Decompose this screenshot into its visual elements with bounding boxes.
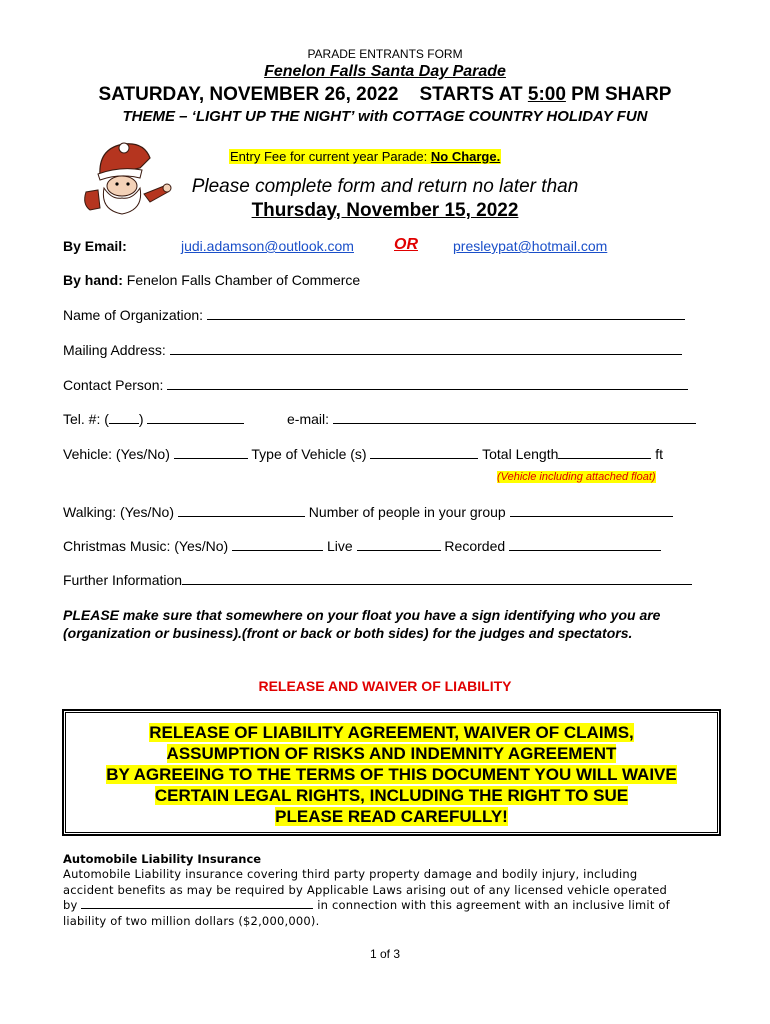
further-info-row: Further Information <box>63 572 692 588</box>
music-live-field[interactable] <box>357 538 441 551</box>
walking-yes-no-field[interactable] <box>178 504 305 517</box>
operator-name-field[interactable] <box>81 898 313 909</box>
or-separator: OR <box>394 236 418 253</box>
theme-line: THEME – ‘LIGHT UP THE NIGHT’ with COTTAGE COUNTRY HOLIDAY FUN <box>122 108 648 125</box>
fee-value: No Charge. <box>430 149 501 164</box>
sign-notice: PLEASE make sure that somewhere on your float you have a sign identifying who you are (organization or business).(front or back or both sides) for the judges and spectators. <box>63 607 661 641</box>
insurance-paragraph: Automobile Liability insurance covering third party property damage and bodily injury, including accident benefits as may be required by Applicable Laws arising out of any licensed vehicle operated by in connection with this agreement with an inclusive limit of liability of two million dollars ($2,000,000). <box>63 867 670 928</box>
area-code-field[interactable] <box>109 411 139 424</box>
form-title: PARADE ENTRANTS FORM <box>307 47 463 61</box>
email-field[interactable] <box>333 411 696 424</box>
event-date-line: SATURDAY, NOVEMBER 26, 2022 STARTS AT 5:00 PM SHARP <box>98 84 672 105</box>
return-instructions: Please complete form and return no later than <box>191 176 579 197</box>
start-time: 5:00 <box>527 84 566 105</box>
music-yes-no-field[interactable] <box>232 538 323 551</box>
total-length-field[interactable] <box>558 446 651 459</box>
deadline-date: Thursday, November 15, 2022 <box>251 200 519 221</box>
organization-field[interactable] <box>207 307 685 320</box>
entry-fee: Entry Fee for current year Parade: No Charge. <box>230 149 501 164</box>
further-info-field[interactable] <box>182 572 692 585</box>
waiver-box-text <box>66 722 717 827</box>
organization-row: Name of Organization: <box>63 307 685 323</box>
by-hand-line: By hand: Fenelon Falls Chamber of Commerce <box>63 272 361 288</box>
vehicle-row: Vehicle: (Yes/No) Type of Vehicle (s) Total Length ft <box>63 446 664 462</box>
walking-row: Walking: (Yes/No) Number of people in your group <box>63 504 673 520</box>
vehicle-note: (Vehicle including attached float) <box>497 471 656 483</box>
waiver-box <box>63 710 720 835</box>
page-number: 1 of 3 <box>369 947 401 961</box>
phone-field[interactable] <box>147 411 244 424</box>
insurance-heading: Automobile Liability Insurance <box>63 852 262 866</box>
waiver-line: ASSUMPTION OF RISKS AND INDEMNITY AGREEMENT <box>166 744 617 763</box>
waiver-line: PLEASE READ CAREFULLY! <box>275 807 508 826</box>
release-title: RELEASE AND WAIVER OF LIABILITY <box>258 678 512 694</box>
email-row: e-mail: <box>287 411 696 427</box>
by-email-label: By Email: <box>63 238 127 254</box>
tel-row: Tel. #: ( ) <box>63 411 244 427</box>
music-row: Christmas Music: (Yes/No) Live Recorded <box>63 538 661 554</box>
vehicle-type-field[interactable] <box>370 446 478 459</box>
waiver-line: BY AGREEING TO THE TERMS OF THIS DOCUMENT YOU WILL WAIVE <box>106 765 677 784</box>
mailing-address-field[interactable] <box>170 342 682 355</box>
waiver-line: RELEASE OF LIABILITY AGREEMENT, WAIVER OF CLAIMS, <box>149 723 634 742</box>
waiver-line: CERTAIN LEGAL RIGHTS, INCLUDING THE RIGHT TO SUE <box>154 786 629 805</box>
contact-person-row: Contact Person: <box>63 377 688 393</box>
email-link-1[interactable]: judi.adamson@outlook.com <box>181 238 354 254</box>
event-name: Fenelon Falls Santa Day Parade <box>264 63 506 80</box>
mailing-address-row: Mailing Address: <box>63 342 682 358</box>
contact-person-field[interactable] <box>167 377 688 390</box>
vehicle-yes-no-field[interactable] <box>174 446 248 459</box>
email-link-2[interactable]: presleypat@hotmail.com <box>453 238 608 254</box>
music-recorded-field[interactable] <box>509 538 661 551</box>
people-count-field[interactable] <box>510 504 673 517</box>
